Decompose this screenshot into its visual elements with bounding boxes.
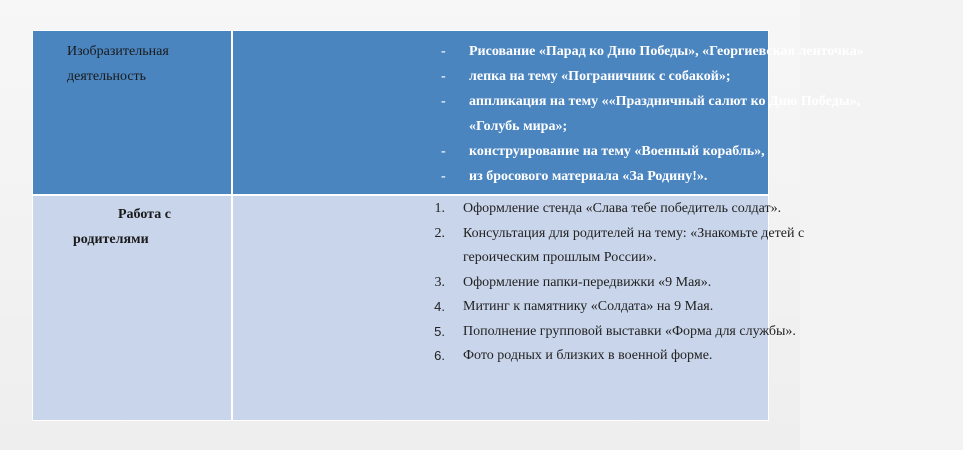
list-number: 2. — [434, 225, 445, 241]
list-item — [441, 89, 961, 114]
list-marker: - — [441, 144, 446, 159]
list-item-text: Оформление стенда «Слава тебе победитель солдат». — [463, 201, 782, 216]
list-item — [423, 295, 963, 320]
list-marker: - — [441, 169, 446, 184]
list-item-text: аппликация на тему ««Праздничный салют ко Дню Победы», — [469, 94, 861, 109]
list-item — [423, 320, 963, 345]
row-label-line: родителями — [73, 232, 149, 247]
row-label-line: Изобразительная — [67, 44, 169, 59]
table-cell-label — [33, 195, 233, 420]
list-item-text: конструирование на тему «Военный корабль», — [469, 144, 765, 159]
list-item — [423, 197, 963, 222]
column-divider — [231, 31, 233, 420]
list-item-text: героическим прошлым России». — [463, 250, 657, 265]
list-item-text: Митинг к памятнику «Солдата» на 9 Мая. — [463, 299, 714, 314]
row-label-line: деятельность — [67, 69, 147, 84]
list-marker: - — [441, 44, 446, 59]
list-item-text: лепка на тему «Пограничник с собакой»; — [469, 69, 731, 84]
parent-work-list — [423, 197, 963, 369]
list-item-continuation — [423, 246, 963, 271]
table-cell-label — [33, 31, 233, 194]
list-item — [441, 39, 961, 64]
list-item-text: Консультация для родителей на тему: «Знакомьте детей с — [463, 225, 805, 241]
list-item-text: Пополнение групповой выставки «Форма для службы». — [463, 323, 796, 339]
list-item — [441, 64, 961, 89]
row-label-art-activity — [67, 39, 227, 89]
list-marker: - — [441, 69, 446, 84]
list-item — [423, 271, 963, 296]
list-number: 1. — [434, 201, 445, 216]
list-item-text: Оформление папки-передвижки «9 Мая». — [463, 274, 712, 290]
activities-table — [32, 30, 864, 421]
list-number: 5. — [434, 323, 445, 339]
table-cell-content — [233, 195, 805, 420]
list-item — [423, 222, 963, 247]
table-cell-content — [233, 31, 864, 194]
list-item-text: Фото родных и близких в военной форме. — [463, 348, 713, 363]
table-row-parent-work — [33, 195, 805, 420]
list-item-continuation — [441, 114, 961, 139]
list-item-text: «Голубь мира»; — [469, 119, 568, 134]
list-marker: - — [441, 94, 446, 109]
row-divider — [33, 194, 768, 196]
list-item-text: из бросового материала «За Родину!». — [469, 169, 708, 184]
list-item — [441, 164, 961, 189]
row-label-line: Работа с — [118, 207, 171, 222]
table-row-art-activity — [33, 31, 864, 194]
list-number: 3. — [434, 274, 445, 290]
list-number: 4. — [434, 299, 445, 314]
art-activity-list — [441, 39, 961, 189]
list-item — [423, 344, 963, 369]
list-item-text: Рисование «Парад ко Дню Победы», «Георгиевская ленточка» — [469, 44, 864, 59]
list-number: 6. — [434, 348, 445, 363]
row-label-parent-work — [73, 202, 223, 252]
list-item — [441, 139, 961, 164]
